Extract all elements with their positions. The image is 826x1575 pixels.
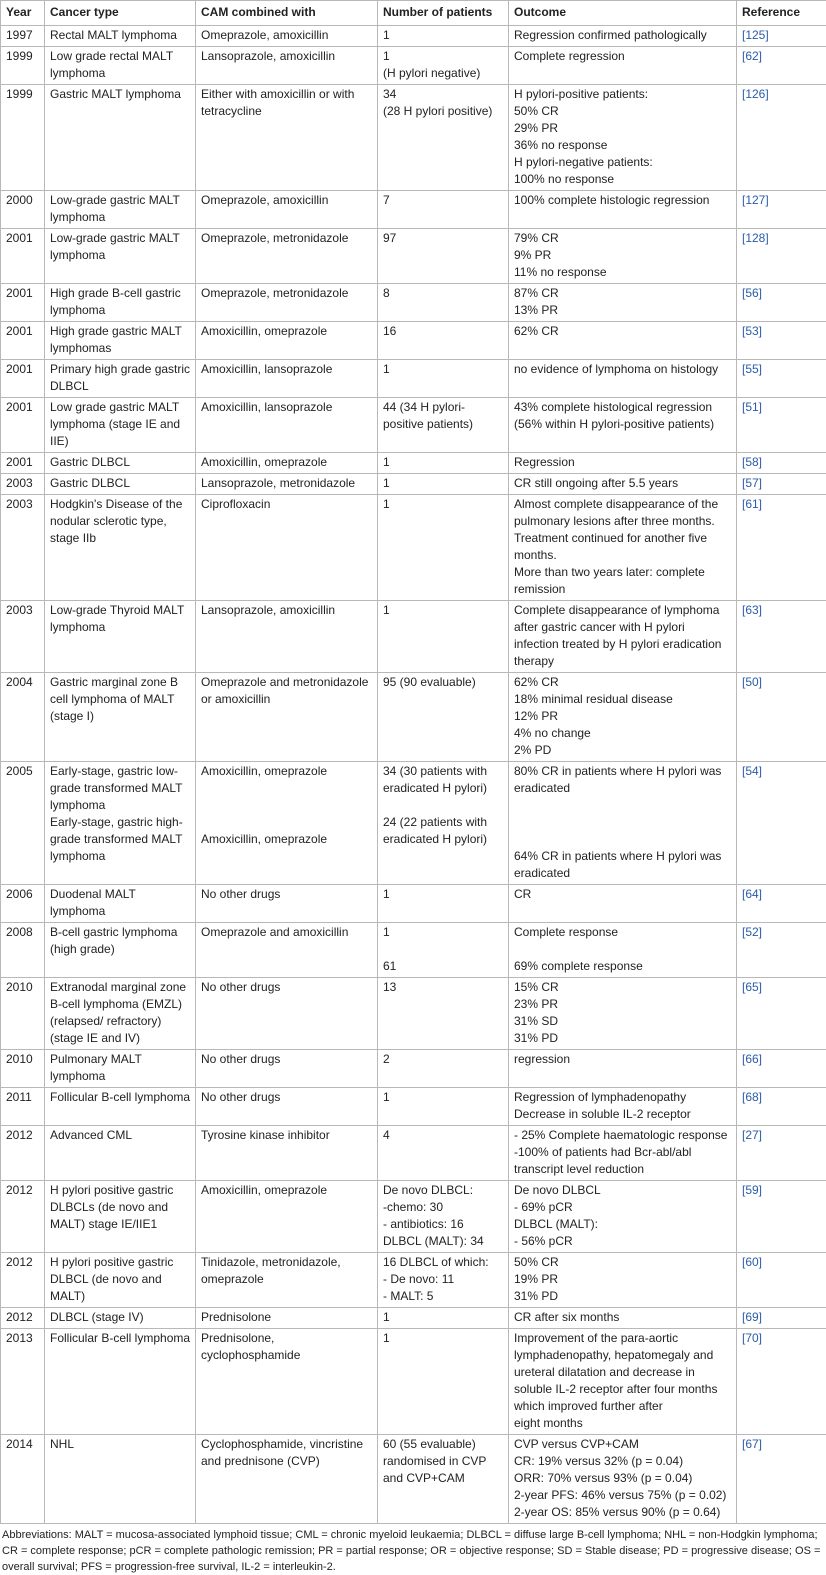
cell-cancer-type: Low grade gastric MALT lymphoma (stage IE and IIE) bbox=[45, 398, 196, 453]
reference-link[interactable]: [63] bbox=[742, 603, 762, 617]
cell-year: 2003 bbox=[1, 495, 45, 601]
cell-cancer-type: Duodenal MALT lymphoma bbox=[45, 885, 196, 923]
cell-year: 2001 bbox=[1, 229, 45, 284]
cell-cancer-type: Low grade rectal MALT lymphoma bbox=[45, 47, 196, 85]
cell-outcome: no evidence of lymphoma on histology bbox=[509, 360, 737, 398]
cell-reference bbox=[737, 923, 826, 978]
cell-outcome: H pylori-positive patients: 50% CR 29% PR 36% no response H pylori-negative patients: 100% no response bbox=[509, 85, 737, 191]
table-row bbox=[1, 1050, 826, 1088]
cell-outcome: 87% CR 13% PR bbox=[509, 284, 737, 322]
cell-reference bbox=[737, 1329, 826, 1435]
reference-link[interactable]: [69] bbox=[742, 1310, 762, 1324]
cell-outcome: Regression of lymphadenopathy Decrease in soluble IL-2 receptor bbox=[509, 1088, 737, 1126]
cell-number-of-patients: 1 bbox=[378, 474, 509, 495]
reference-link[interactable]: [65] bbox=[742, 980, 762, 994]
cell-cam-combined: Amoxicillin, omeprazole Amoxicillin, omeprazole bbox=[196, 762, 378, 885]
table-row bbox=[1, 1181, 826, 1253]
cell-cam-combined: Amoxicillin, omeprazole bbox=[196, 322, 378, 360]
reference-link[interactable]: [52] bbox=[742, 925, 762, 939]
cell-reference bbox=[737, 601, 826, 673]
cell-year: 2001 bbox=[1, 322, 45, 360]
cell-cancer-type: Gastric marginal zone B cell lymphoma of MALT (stage I) bbox=[45, 673, 196, 762]
table-row bbox=[1, 26, 826, 47]
cell-outcome: Improvement of the para-aortic lymphadenopathy, hepatomegaly and ureteral dilatation and decrease in soluble IL-2 receptor after four months which improved further after eight months bbox=[509, 1329, 737, 1435]
table-row bbox=[1, 978, 826, 1050]
cell-outcome: Complete response 69% complete response bbox=[509, 923, 737, 978]
cell-year: 2010 bbox=[1, 1050, 45, 1088]
cell-cam-combined: Ciprofloxacin bbox=[196, 495, 378, 601]
table-row bbox=[1, 398, 826, 453]
reference-link[interactable]: [56] bbox=[742, 286, 762, 300]
cell-cam-combined: Omeprazole and amoxicillin bbox=[196, 923, 378, 978]
cell-outcome: Complete disappearance of lymphoma after gastric cancer with H pylori infection treated by H pylori eradication therapy bbox=[509, 601, 737, 673]
cell-reference bbox=[737, 47, 826, 85]
cell-outcome: Regression confirmed pathologically bbox=[509, 26, 737, 47]
cell-reference bbox=[737, 1126, 826, 1181]
cell-outcome: CR bbox=[509, 885, 737, 923]
cell-year: 1999 bbox=[1, 85, 45, 191]
cell-cancer-type: Gastric DLBCL bbox=[45, 453, 196, 474]
table-row bbox=[1, 601, 826, 673]
cell-year: 1997 bbox=[1, 26, 45, 47]
cell-cancer-type: Early-stage, gastric low-grade transformed MALT lymphoma Early-stage, gastric high-grade transformed MALT lymphoma bbox=[45, 762, 196, 885]
cell-cancer-type: Primary high grade gastric DLBCL bbox=[45, 360, 196, 398]
cell-number-of-patients: 4 bbox=[378, 1126, 509, 1181]
table-footnote: Abbreviations: MALT = mucosa-associated lymphoid tissue; CML = chronic myeloid leukaemia; DLBCL = diffuse large B-cell lymphoma; NHL = non-Hodgkin lymphoma; CR = complete response; pCR = complete pathologic remission; PR = partial response; OR = objective response; SD = Stable disease; PD = progressive disease; OS = overall survival; PFS = progression-free survival, IL-2 = interleukin-2. bbox=[0, 1524, 826, 1575]
cell-outcome: De novo DLBCL - 69% pCR DLBCL (MALT): - 56% pCR bbox=[509, 1181, 737, 1253]
reference-link[interactable]: [53] bbox=[742, 324, 762, 338]
cell-outcome: Almost complete disappearance of the pulmonary lesions after three months. Treatment continued for another five months. More than two years later: complete remission bbox=[509, 495, 737, 601]
cell-number-of-patients: 1 61 bbox=[378, 923, 509, 978]
cell-number-of-patients: 13 bbox=[378, 978, 509, 1050]
reference-link[interactable]: [27] bbox=[742, 1128, 762, 1142]
cell-cancer-type: H pylori positive gastric DLBCLs (de novo and MALT) stage IE/IIE1 bbox=[45, 1181, 196, 1253]
table-row bbox=[1, 1329, 826, 1435]
cell-year: 2003 bbox=[1, 474, 45, 495]
cell-cancer-type: Follicular B-cell lymphoma bbox=[45, 1329, 196, 1435]
cell-outcome: 62% CR 18% minimal residual disease 12% PR 4% no change 2% PD bbox=[509, 673, 737, 762]
cell-cam-combined: Lansoprazole, amoxicillin bbox=[196, 601, 378, 673]
reference-link[interactable]: [66] bbox=[742, 1052, 762, 1066]
cell-cam-combined: Omeprazole, amoxicillin bbox=[196, 191, 378, 229]
cell-outcome: 80% CR in patients where H pylori was eradicated 64% CR in patients where H pylori was eradicated bbox=[509, 762, 737, 885]
cell-cam-combined: No other drugs bbox=[196, 1088, 378, 1126]
reference-link[interactable]: [54] bbox=[742, 764, 762, 778]
reference-link[interactable]: [50] bbox=[742, 675, 762, 689]
cell-cam-combined: No other drugs bbox=[196, 978, 378, 1050]
cell-cam-combined: Omeprazole, amoxicillin bbox=[196, 26, 378, 47]
cell-reference bbox=[737, 398, 826, 453]
cell-reference bbox=[737, 85, 826, 191]
table-row bbox=[1, 191, 826, 229]
reference-link[interactable]: [58] bbox=[742, 455, 762, 469]
reference-link[interactable]: [127] bbox=[742, 193, 769, 207]
cell-cam-combined: Lansoprazole, metronidazole bbox=[196, 474, 378, 495]
cell-year: 2001 bbox=[1, 284, 45, 322]
cell-reference bbox=[737, 191, 826, 229]
table-row bbox=[1, 885, 826, 923]
cell-year: 2006 bbox=[1, 885, 45, 923]
cell-reference bbox=[737, 322, 826, 360]
cell-outcome: 100% complete histologic regression bbox=[509, 191, 737, 229]
cell-outcome: Complete regression bbox=[509, 47, 737, 85]
cell-year: 2012 bbox=[1, 1181, 45, 1253]
table-row bbox=[1, 284, 826, 322]
cell-number-of-patients: 1 bbox=[378, 1308, 509, 1329]
cell-cancer-type: NHL bbox=[45, 1435, 196, 1524]
table-row bbox=[1, 923, 826, 978]
cell-cancer-type: Gastric MALT lymphoma bbox=[45, 85, 196, 191]
cell-number-of-patients: 16 bbox=[378, 322, 509, 360]
header-cam-combined: CAM combined with bbox=[196, 1, 378, 26]
cell-number-of-patients: 7 bbox=[378, 191, 509, 229]
cell-outcome: 62% CR bbox=[509, 322, 737, 360]
table-row bbox=[1, 1126, 826, 1181]
cell-number-of-patients: 97 bbox=[378, 229, 509, 284]
table-header-row bbox=[1, 1, 826, 26]
reference-link[interactable]: [62] bbox=[742, 49, 762, 63]
reference-link[interactable]: [128] bbox=[742, 231, 769, 245]
cell-year: 2001 bbox=[1, 398, 45, 453]
cell-cam-combined: Cyclophosphamide, vincristine and prednisone (CVP) bbox=[196, 1435, 378, 1524]
cell-cam-combined: Omeprazole and metronidazole or amoxicillin bbox=[196, 673, 378, 762]
cell-year: 2012 bbox=[1, 1253, 45, 1308]
cell-number-of-patients: 1 (H pylori negative) bbox=[378, 47, 509, 85]
cell-number-of-patients: 2 bbox=[378, 1050, 509, 1088]
reference-link[interactable]: [59] bbox=[742, 1183, 762, 1197]
cell-number-of-patients: 34 (28 H pylori positive) bbox=[378, 85, 509, 191]
cell-cam-combined: Amoxicillin, lansoprazole bbox=[196, 360, 378, 398]
reference-link[interactable]: [67] bbox=[742, 1437, 762, 1451]
cell-reference bbox=[737, 673, 826, 762]
cell-year: 2001 bbox=[1, 360, 45, 398]
cell-cancer-type: DLBCL (stage IV) bbox=[45, 1308, 196, 1329]
cell-number-of-patients: 60 (55 evaluable) randomised in CVP and CVP+CAM bbox=[378, 1435, 509, 1524]
cell-cancer-type: Pulmonary MALT lymphoma bbox=[45, 1050, 196, 1088]
reference-link[interactable]: [60] bbox=[742, 1255, 762, 1269]
cell-reference bbox=[737, 1181, 826, 1253]
reference-link[interactable]: [61] bbox=[742, 497, 762, 511]
cell-number-of-patients: 34 (30 patients with eradicated H pylori) 24 (22 patients with eradicated H pylori) bbox=[378, 762, 509, 885]
cell-reference bbox=[737, 762, 826, 885]
cell-cancer-type: B-cell gastric lymphoma (high grade) bbox=[45, 923, 196, 978]
cell-year: 2005 bbox=[1, 762, 45, 885]
cell-year: 2014 bbox=[1, 1435, 45, 1524]
cell-outcome: 15% CR 23% PR 31% SD 31% PD bbox=[509, 978, 737, 1050]
cell-outcome: CVP versus CVP+CAM CR: 19% versus 32% (p = 0.04) ORR: 70% versus 93% (p = 0.04) 2-year PFS: 46% versus 75% (p = 0.02) 2-year OS: 85% versus 90% (p = 0.64) bbox=[509, 1435, 737, 1524]
cell-reference bbox=[737, 453, 826, 474]
cell-number-of-patients: 8 bbox=[378, 284, 509, 322]
cell-reference bbox=[737, 474, 826, 495]
cell-number-of-patients: 1 bbox=[378, 885, 509, 923]
cell-cam-combined: Omeprazole, metronidazole bbox=[196, 229, 378, 284]
cell-year: 2008 bbox=[1, 923, 45, 978]
cell-year: 2011 bbox=[1, 1088, 45, 1126]
table-row bbox=[1, 1308, 826, 1329]
cell-reference bbox=[737, 1308, 826, 1329]
cell-number-of-patients: 1 bbox=[378, 26, 509, 47]
cell-number-of-patients: 1 bbox=[378, 1329, 509, 1435]
cell-number-of-patients: 1 bbox=[378, 1088, 509, 1126]
cell-cancer-type: Extranodal marginal zone B-cell lymphoma (EMZL) (relapsed/ refractory) (stage IE and IV) bbox=[45, 978, 196, 1050]
cell-year: 2001 bbox=[1, 453, 45, 474]
header-reference: Reference bbox=[737, 1, 826, 26]
cell-outcome: 50% CR 19% PR 31% PD bbox=[509, 1253, 737, 1308]
cell-year: 2003 bbox=[1, 601, 45, 673]
cell-cam-combined: Omeprazole, metronidazole bbox=[196, 284, 378, 322]
table-row bbox=[1, 673, 826, 762]
cell-reference bbox=[737, 26, 826, 47]
cell-cam-combined: Lansoprazole, amoxicillin bbox=[196, 47, 378, 85]
cell-cam-combined: Amoxicillin, lansoprazole bbox=[196, 398, 378, 453]
table-row bbox=[1, 229, 826, 284]
cell-cancer-type: Rectal MALT lymphoma bbox=[45, 26, 196, 47]
table-row bbox=[1, 322, 826, 360]
cell-reference bbox=[737, 1253, 826, 1308]
header-outcome: Outcome bbox=[509, 1, 737, 26]
table-row bbox=[1, 85, 826, 191]
cell-year: 2012 bbox=[1, 1308, 45, 1329]
cell-cancer-type: Low-grade gastric MALT lymphoma bbox=[45, 229, 196, 284]
table-row bbox=[1, 495, 826, 601]
cell-cam-combined: Tyrosine kinase inhibitor bbox=[196, 1126, 378, 1181]
table-row bbox=[1, 1088, 826, 1126]
cell-number-of-patients: 1 bbox=[378, 360, 509, 398]
cell-number-of-patients: 44 (34 H pylori-positive patients) bbox=[378, 398, 509, 453]
cell-cancer-type: High grade gastric MALT lymphomas bbox=[45, 322, 196, 360]
cell-reference bbox=[737, 1050, 826, 1088]
reference-link[interactable]: [55] bbox=[742, 362, 762, 376]
cell-cam-combined: Either with amoxicillin or with tetracycline bbox=[196, 85, 378, 191]
cell-cancer-type: Follicular B-cell lymphoma bbox=[45, 1088, 196, 1126]
cell-outcome: 79% CR 9% PR 11% no response bbox=[509, 229, 737, 284]
reference-link[interactable]: [57] bbox=[742, 476, 762, 490]
header-year: Year bbox=[1, 1, 45, 26]
table-row bbox=[1, 762, 826, 885]
cell-reference bbox=[737, 1435, 826, 1524]
cell-cam-combined: Prednisolone, cyclophosphamide bbox=[196, 1329, 378, 1435]
cell-outcome: Regression bbox=[509, 453, 737, 474]
header-cancer-type: Cancer type bbox=[45, 1, 196, 26]
cell-cam-combined: No other drugs bbox=[196, 885, 378, 923]
reference-link[interactable]: [68] bbox=[742, 1090, 762, 1104]
cell-reference bbox=[737, 1088, 826, 1126]
cell-cam-combined: Prednisolone bbox=[196, 1308, 378, 1329]
cell-outcome: CR still ongoing after 5.5 years bbox=[509, 474, 737, 495]
cell-year: 2004 bbox=[1, 673, 45, 762]
table-row bbox=[1, 474, 826, 495]
cell-number-of-patients: 1 bbox=[378, 601, 509, 673]
cell-year: 2013 bbox=[1, 1329, 45, 1435]
cell-number-of-patients: 1 bbox=[378, 495, 509, 601]
cell-outcome: CR after six months bbox=[509, 1308, 737, 1329]
table-row bbox=[1, 453, 826, 474]
cell-cam-combined: No other drugs bbox=[196, 1050, 378, 1088]
cell-cancer-type: Hodgkin's Disease of the nodular sclerotic type, stage IIb bbox=[45, 495, 196, 601]
cell-outcome: regression bbox=[509, 1050, 737, 1088]
cell-reference bbox=[737, 284, 826, 322]
cell-reference bbox=[737, 978, 826, 1050]
table-row bbox=[1, 1435, 826, 1524]
table-row bbox=[1, 47, 826, 85]
cell-cam-combined: Amoxicillin, omeprazole bbox=[196, 453, 378, 474]
cell-cam-combined: Tinidazole, metronidazole, omeprazole bbox=[196, 1253, 378, 1308]
cell-year: 2012 bbox=[1, 1126, 45, 1181]
reference-link[interactable]: [126] bbox=[742, 87, 769, 101]
cell-number-of-patients: 16 DLBCL of which: - De novo: 11 - MALT: 5 bbox=[378, 1253, 509, 1308]
table-row bbox=[1, 360, 826, 398]
cell-year: 2010 bbox=[1, 978, 45, 1050]
header-number-of-patients: Number of patients bbox=[378, 1, 509, 26]
reference-link[interactable]: [125] bbox=[742, 28, 769, 42]
cell-reference bbox=[737, 495, 826, 601]
cell-cancer-type: Advanced CML bbox=[45, 1126, 196, 1181]
cell-cam-combined: Amoxicillin, omeprazole bbox=[196, 1181, 378, 1253]
cell-cancer-type: Low-grade Thyroid MALT lymphoma bbox=[45, 601, 196, 673]
cell-outcome: - 25% Complete haematologic response -100% of patients had Bcr-abl/abl transcript level reduction bbox=[509, 1126, 737, 1181]
reference-link[interactable]: [70] bbox=[742, 1331, 762, 1345]
table-body bbox=[1, 26, 826, 1524]
cell-year: 1999 bbox=[1, 47, 45, 85]
cell-number-of-patients: 95 (90 evaluable) bbox=[378, 673, 509, 762]
cell-year: 2000 bbox=[1, 191, 45, 229]
table-row bbox=[1, 1253, 826, 1308]
reference-link[interactable]: [51] bbox=[742, 400, 762, 414]
cell-reference bbox=[737, 229, 826, 284]
cell-outcome: 43% complete histological regression (56% within H pylori-positive patients) bbox=[509, 398, 737, 453]
cell-cancer-type: Low-grade gastric MALT lymphoma bbox=[45, 191, 196, 229]
cell-cancer-type: High grade B-cell gastric lymphoma bbox=[45, 284, 196, 322]
cell-cancer-type: Gastric DLBCL bbox=[45, 474, 196, 495]
cell-reference bbox=[737, 885, 826, 923]
cell-cancer-type: H pylori positive gastric DLBCL (de novo and MALT) bbox=[45, 1253, 196, 1308]
cell-reference bbox=[737, 360, 826, 398]
cell-number-of-patients: 1 bbox=[378, 453, 509, 474]
reference-link[interactable]: [64] bbox=[742, 887, 762, 901]
cell-number-of-patients: De novo DLBCL: -chemo: 30 - antibiotics: 16 DLBCL (MALT): 34 bbox=[378, 1181, 509, 1253]
